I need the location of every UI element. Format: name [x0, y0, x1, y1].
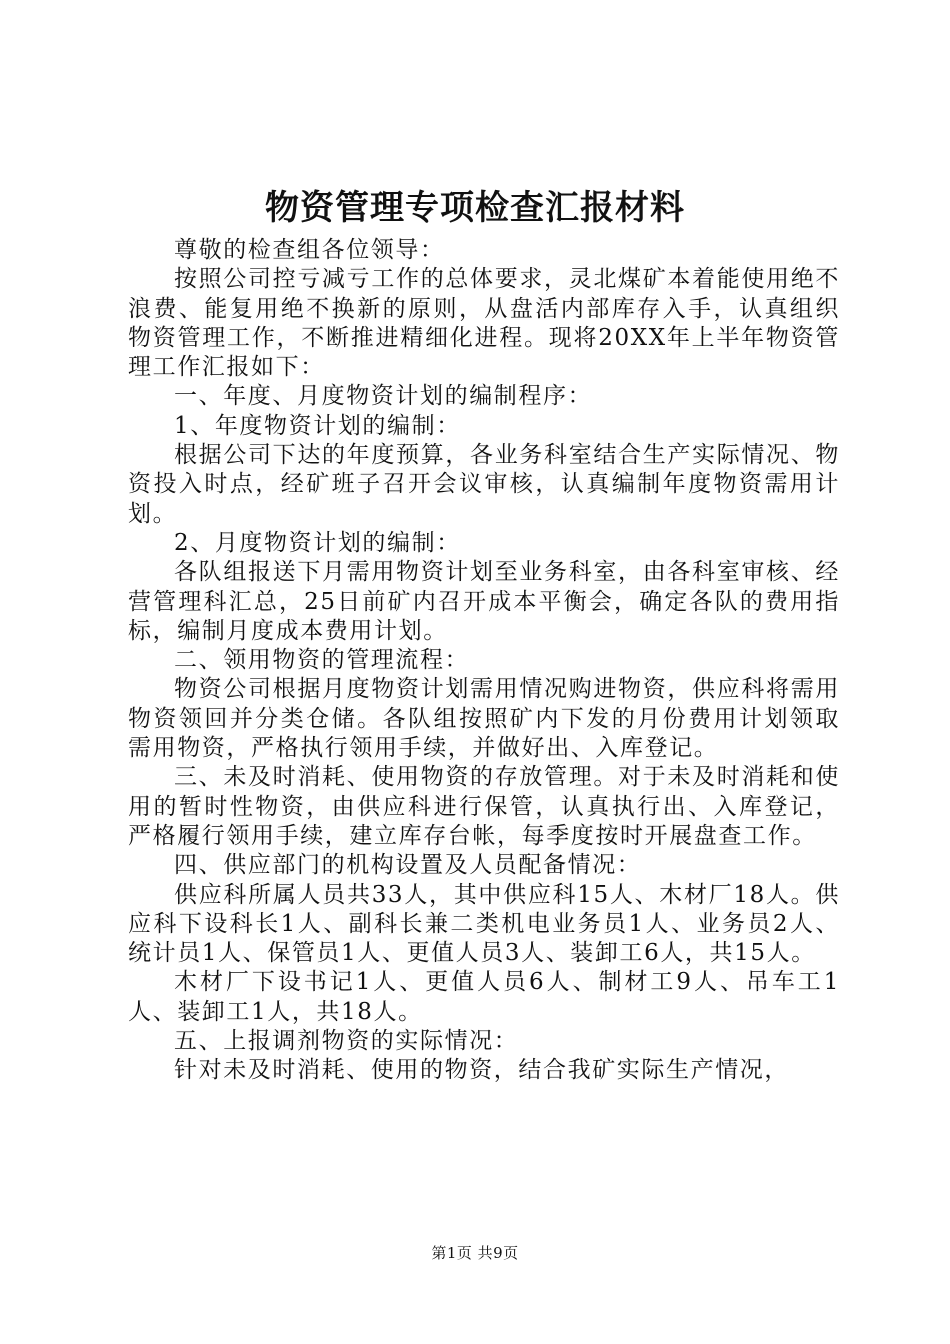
- paragraph-annual-plan: 根据公司下达的年度预算，各业务科室结合生产实际情况、物资投入时点，经矿班子召开会议审核，认真编制年度物资需用计划。: [128, 442, 840, 527]
- section-heading-3: 三、未及时消耗、使用物资的存放管理。对于未及时消耗和使用的暂时性物资，由供应科进行保管，认真执行出、入库登记，严格履行领用手续，建立库存台帐，每季度按时开展盘查工作。: [128, 764, 840, 849]
- paragraph-supply-staff: 供应科所属人员共33人，其中供应科15人、木材厂18人。供应科下设科长1人、副科长兼二类机电业务员1人、业务员2人、统计员1人、保管员1人、更值人员3人、装卸工6人，共15人。: [128, 881, 840, 967]
- paragraph-monthly-plan: 各队组报送下月需用物资计划至业务科室，由各科室审核、经营管理科汇总，25日前矿内召开成本平衡会，确定各队的费用指标，编制月度成本费用计划。: [128, 559, 840, 644]
- page-number: 第1页 共9页: [431, 1244, 519, 1262]
- section-heading-4: 四、供应部门的机构设置及人员配备情况：: [174, 852, 642, 879]
- document-body: [128, 236, 840, 1086]
- paragraph-lumber-staff: 木材厂下设书记1人、更值人员6人、制材工9人、吊车工1人、装卸工1人，共18人。: [128, 969, 840, 1025]
- subsection-heading-1-2: 2、月度物资计划的编制：: [174, 529, 461, 556]
- section-heading-1: 一、年度、月度物资计划的编制程序：: [174, 383, 593, 410]
- subsection-heading-1-1: 1、年度物资计划的编制：: [174, 412, 461, 439]
- paragraph-adjustment: 针对未及时消耗、使用的物资，结合我矿实际生产情况，: [174, 1057, 789, 1084]
- intro-paragraph: 按照公司控亏减亏工作的总体要求，灵北煤矿本着能使用绝不浪费、能复用绝不换新的原则，从盘活内部库存入手，认真组织物资管理工作，不断推进精细化进程。现将20XX年上半年物资管理工作汇报如下：: [128, 266, 840, 381]
- paragraph-requisition-process: 物资公司根据月度物资计划需用情况购进物资，供应科将需用物资领回并分类仓储。各队组按照矿内下发的月份费用计划领取需用物资，严格执行领用手续，并做好出、入库登记。: [128, 676, 840, 762]
- salutation: 尊敬的检查组各位领导：: [174, 237, 445, 263]
- section-heading-2: 二、领用物资的管理流程：: [174, 647, 470, 674]
- section-heading-5: 五、上报调剂物资的实际情况：: [174, 1028, 519, 1055]
- document-title: 物资管理专项检查汇报材料: [265, 188, 685, 228]
